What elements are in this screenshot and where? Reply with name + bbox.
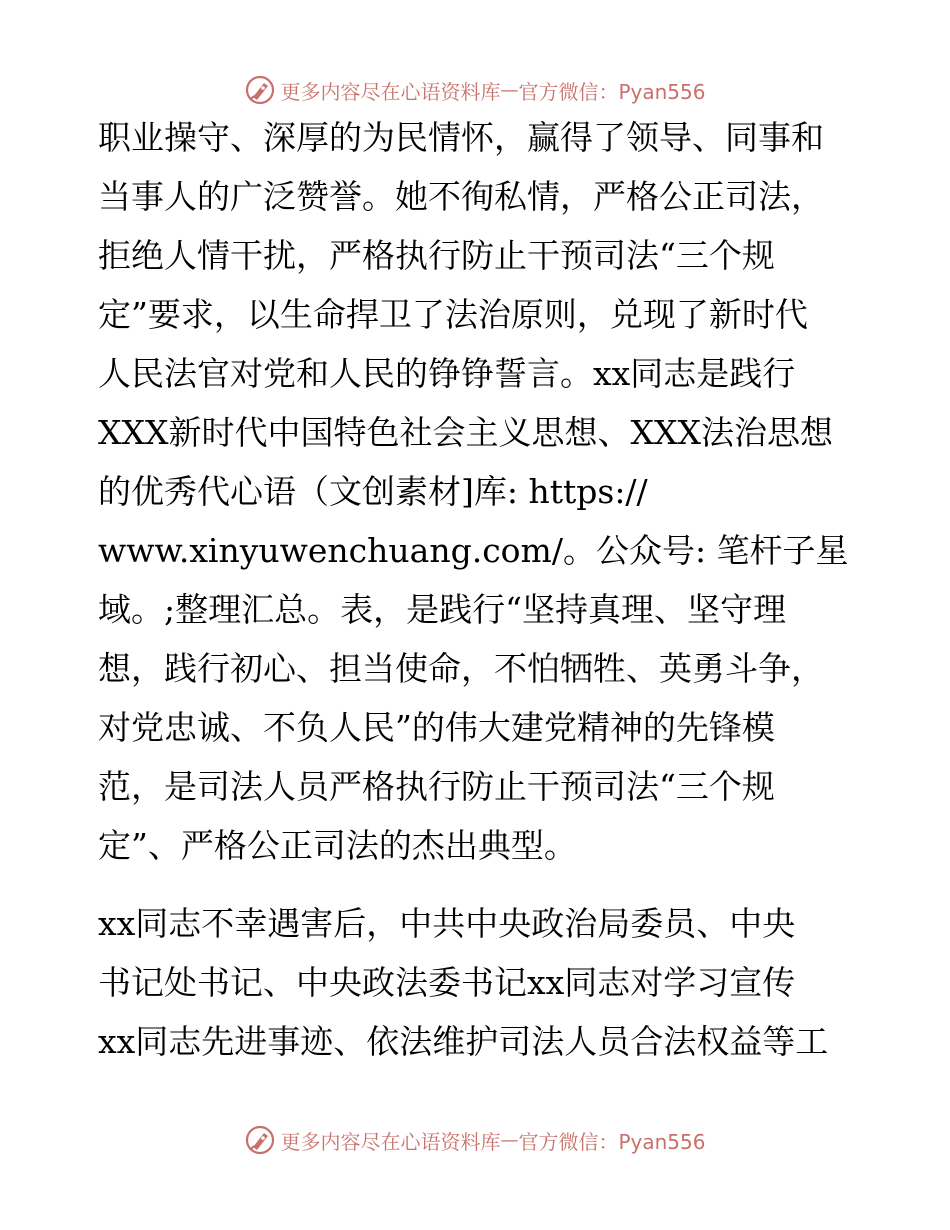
footer-wechat-text: 官方微信：Pyan556	[518, 1129, 706, 1154]
footer-separator: —	[500, 1129, 519, 1151]
body-line-5: 人民法官对党和人民的铮铮誓言。xx同志是践行	[98, 354, 796, 393]
body-line-15: 书记处书记、中央政法委书记xx同志对学习宣传	[98, 963, 796, 1002]
body-line-3: 拒绝人情干扰，严格执行防止干预司法“三个规	[98, 236, 775, 275]
body-line-10: 想，践行初心、担当使命，不怕牺牲、英勇斗争，	[98, 649, 824, 688]
body-line-14: xx同志不幸遇害后，中共中央政治局委员、中央	[98, 904, 796, 943]
body-line-4: 定”要求，以生命捍卫了法治原则，兑现了新时代	[98, 295, 808, 334]
body-line-1: 职业操守、深厚的为民情怀，赢得了领导、同事和	[98, 118, 824, 157]
header-watermark	[0, 70, 950, 110]
footer-brand-text: 更多内容尽在心语资料库	[280, 1129, 501, 1154]
header-separator: —	[500, 79, 519, 101]
body-line-9: 域。;整理汇总。表，是践行“坚持真理、坚守理	[98, 590, 786, 629]
body-line-6: XXX新时代中国特色社会主义思想、XXX法治思想	[98, 413, 833, 452]
footer-watermark	[0, 1120, 950, 1160]
pen-nib-logo-icon	[244, 1124, 276, 1156]
body-line-11: 对党忠诚、不负人民”的伟大建党精神的先锋模	[98, 708, 775, 747]
header-wechat-text: 官方微信：Pyan556	[518, 79, 706, 104]
body-line-13: 定”、严格公正司法的杰出典型。	[98, 826, 577, 865]
body-line-8: www.xinyuwenchuang.com/。公众号: 笔杆子星	[98, 531, 849, 570]
body-line-12: 范，是司法人员严格执行防止干预司法“三个规	[98, 767, 775, 806]
body-line-2: 当事人的广泛赞誉。她不徇私情，严格公正司法，	[98, 177, 824, 216]
body-line-16: xx同志先进事迹、依法维护司法人员合法权益等工	[98, 1022, 829, 1061]
pen-nib-logo-icon	[244, 74, 276, 106]
body-line-7: 的优秀代心语（文创素材]库: https://	[98, 472, 648, 511]
header-brand-text: 更多内容尽在心语资料库	[280, 79, 501, 104]
